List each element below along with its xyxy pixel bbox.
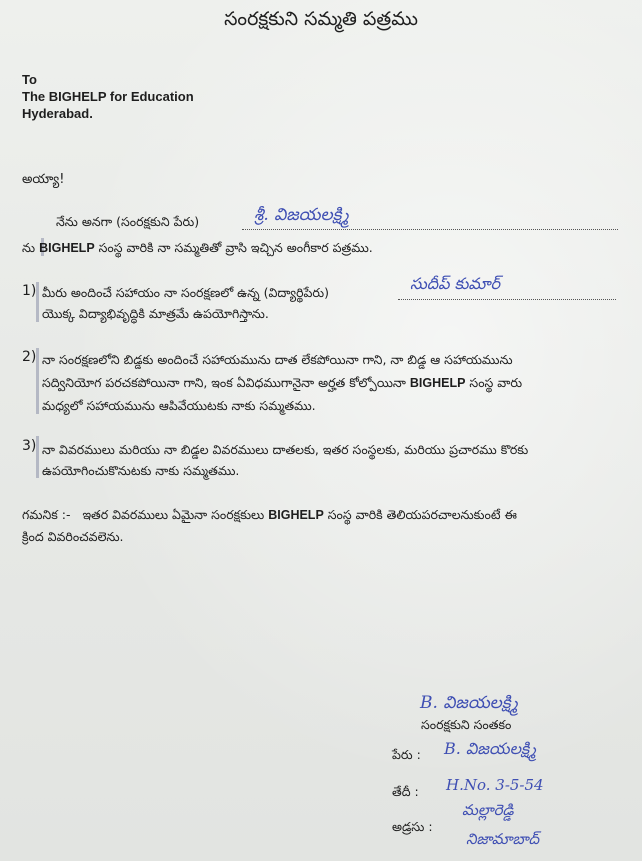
- intro-guardian-label: నేను అనగా (సంరక్షకుని పేరు): [56, 214, 200, 229]
- item-2-line3: మధ్యలో సహాయమును ఆపివేయుటకు నాకు సమ్మతము.: [42, 398, 316, 413]
- note-brand: BIGHELP: [268, 508, 324, 522]
- address-org: The BIGHELP for Education: [22, 89, 194, 104]
- student-name-handwritten: సుదీప్ కుమార్: [410, 274, 500, 293]
- item-2-brand: BIGHELP: [409, 376, 466, 390]
- item-2-line2-post: సంస్థ వారు: [469, 375, 523, 390]
- note-label: గమనిక :-: [22, 507, 71, 522]
- date-label: తేదీ :: [392, 784, 419, 799]
- name-value-handwritten: B. విజయలక్ష్మి: [444, 739, 536, 758]
- address-city: Hyderabad.: [22, 106, 93, 121]
- guardian-signature: B. విజయలక్ష్మి: [420, 693, 518, 713]
- intro-brand: BIGHELP: [39, 241, 95, 255]
- item-2-line2: [42, 375, 522, 394]
- intro-line2: [22, 240, 373, 259]
- item-2-line1: నా సంరక్షణలోని బిడ్డకు అందించే సహాయమును దాత లేకపోయినా గాని, నా బిడ్డ ఆ సహాయమును: [42, 352, 513, 367]
- guardian-name-handwritten: శ్రీ. విజయలక్ష్మి: [254, 205, 349, 225]
- note-line1: [22, 507, 517, 526]
- item-2-bracket: [36, 348, 39, 414]
- date-value-handwritten: H.No. 3-5-54: [446, 776, 544, 794]
- address-line1-handwritten: మల్లారెడ్డి: [462, 801, 514, 819]
- name-label: పేరు :: [392, 747, 421, 762]
- item-1-number: 1): [22, 283, 37, 299]
- item-2-line2-pre: సద్వినియోగ పరచకపోయినా గాని, ఇంక ఏవిధముగానైనా అర్హత కోల్పోయినా: [42, 375, 406, 390]
- student-name-line: [398, 299, 616, 300]
- item-2-number: 2): [22, 349, 37, 365]
- intro-prefix: ను: [22, 240, 36, 255]
- document-title: సంరక్షకుని సమ్మతి పత్రము: [224, 8, 418, 30]
- item-3-bracket: [36, 436, 39, 478]
- item-3-line1: నా వివరములు మరియు నా బిడ్డల వివరములు దాతలకు, ఇతర సంస్థలకు, మరియు ప్రచారము కొరకు: [42, 442, 529, 457]
- address-to: To: [22, 72, 37, 87]
- address-line2-handwritten: నిజామాబాద్: [466, 830, 540, 848]
- guardian-name-line: [242, 229, 618, 230]
- item-1-bracket: [36, 282, 39, 322]
- signature-label: సంరక్షకుని సంతకం: [421, 717, 512, 732]
- note-line1-post: సంస్థ వారికి తెలియపరచాలనుకుంటే ఈ: [327, 507, 517, 522]
- item-1-line2: యొక్క విద్యాభివృద్ధికి మాత్రమే ఉపయోగిస్తాను.: [42, 306, 269, 321]
- item-3-number: 3): [22, 438, 37, 454]
- note-line2: క్రింద వివరించవలెను.: [22, 529, 124, 544]
- address-label: అడ్రసు :: [392, 819, 433, 834]
- item-1-line1: మీరు అందించే సహాయం నా సంరక్షణలో ఉన్న (విద్యార్థిపేరు): [42, 285, 329, 300]
- note-line1-pre: ఇతర వివరములు ఏమైనా సంరక్షకులు: [82, 507, 265, 522]
- salutation: అయ్యా!: [22, 172, 65, 187]
- item-3-line2: ఉపయోగించుకొనుటకు నాకు సమ్మతము.: [42, 463, 240, 478]
- intro-rest: సంస్థ వారికి నా సమ్మతితో వ్రాసి ఇచ్చిన అంగీకార పత్రము.: [98, 240, 373, 255]
